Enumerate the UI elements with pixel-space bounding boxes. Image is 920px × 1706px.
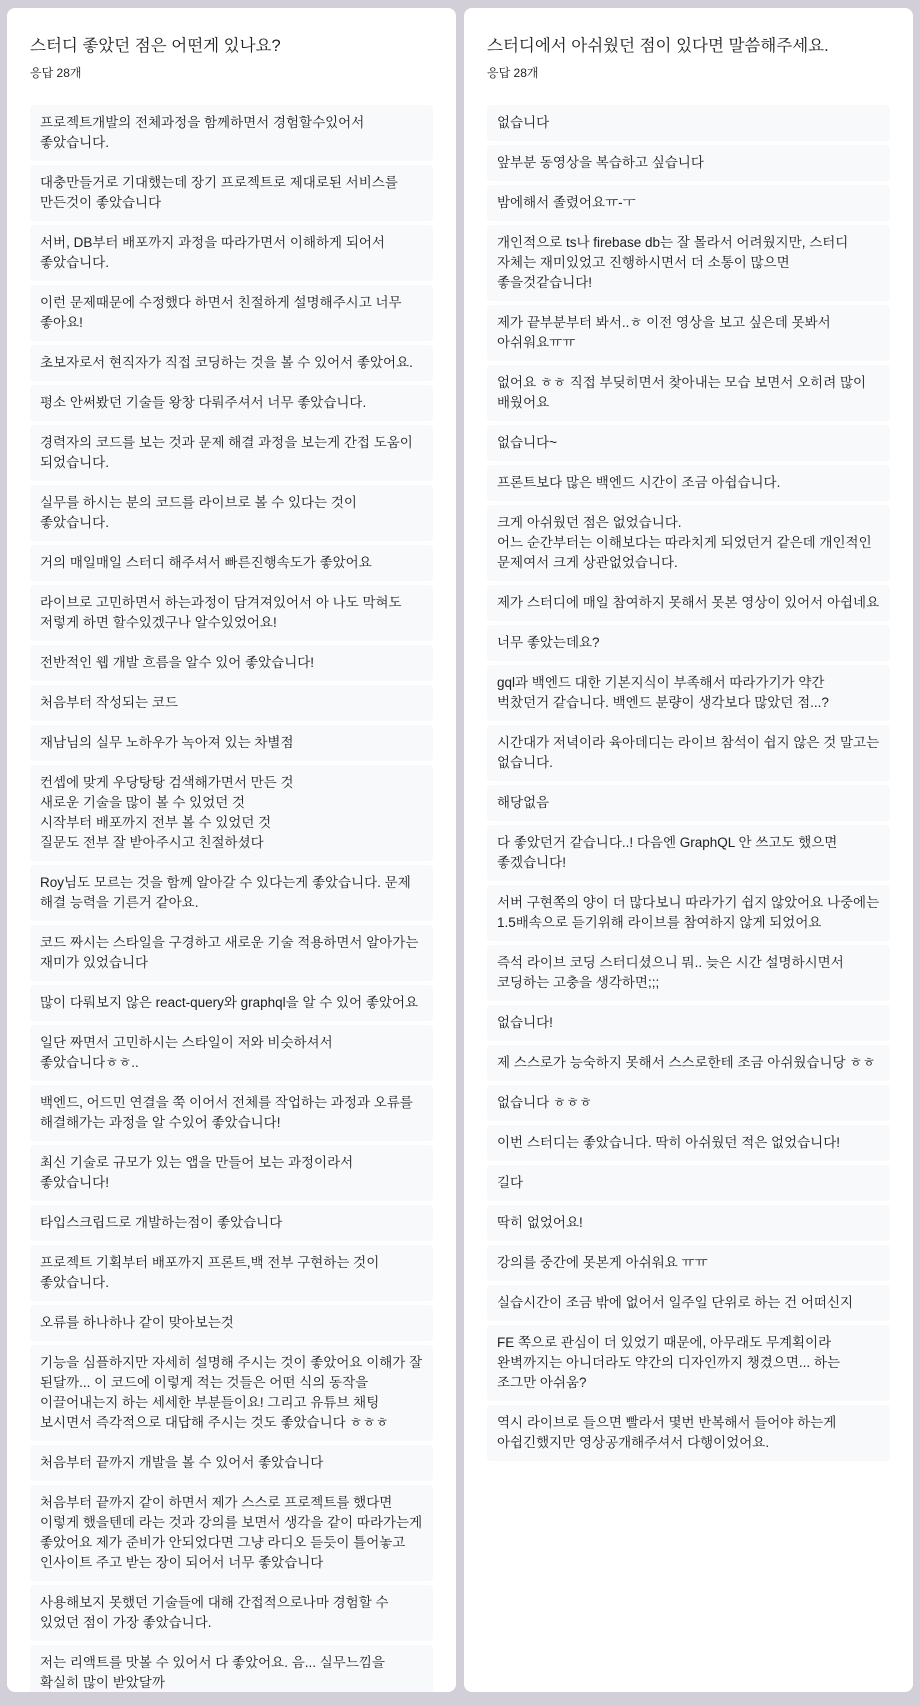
response-item: 앞부분 동영상을 복습하고 싶습니다: [487, 145, 890, 181]
response-item: 시간대가 저녁이라 육아데디는 라이브 참석이 쉽지 않은 것 말고는 없습니다.: [487, 725, 890, 781]
form-summary-columns: [7, 8, 913, 1692]
response-item: 이번 스터디는 좋았습니다. 딱히 아쉬웠던 적은 없었습니다!: [487, 1125, 890, 1161]
response-item: 역시 라이브로 들으면 빨라서 몇번 반복해서 들어야 하는게 아쉽긴했지만 영상공개해주셔서 다행이었어요.: [487, 1405, 890, 1461]
response-item: 코드 짜시는 스타일을 구경하고 새로운 기술 적용하면서 알아가는 재미가 있었습니다: [30, 925, 433, 981]
question-title: 스터디에서 아쉬웠던 점이 있다면 말씀해주세요.: [487, 37, 829, 55]
response-item: 딱히 없었어요!: [487, 1205, 890, 1241]
response-item: 크게 아쉬웠던 점은 없었습니다. 어느 순간부터는 이해보다는 따라치게 되었던거 같은데 개인적인 문제여서 크게 상관없었습니다.: [487, 505, 890, 581]
response-item: 거의 매일매일 스터디 해주셔서 빠른진행속도가 좋았어요: [30, 545, 433, 581]
response-item: 없습니다: [487, 105, 890, 141]
response-item: 길다: [487, 1165, 890, 1201]
response-list: [487, 105, 890, 1461]
response-item: 해당없음: [487, 785, 890, 821]
response-item: 처음부터 끝까지 개발을 볼 수 있어서 좋았습니다: [30, 1445, 433, 1481]
response-item: 실무를 하시는 분의 코드를 라이브로 볼 수 있다는 것이 좋았습니다.: [30, 485, 433, 541]
response-item: 대충만들거로 기대했는데 장기 프로젝트로 제대로된 서비스를 만든것이 좋았습니다: [30, 165, 433, 221]
response-item: 즉석 라이브 코딩 스터디셨으니 뭐.. 늦은 시간 설명하시면서 코딩하는 고충을 생각하면;;;: [487, 945, 890, 1001]
response-item: FE 쪽으로 관심이 더 있었기 때문에, 아무래도 무계획이라 완벽까지는 아니더라도 약간의 디자인까지 챙겼으면... 하는 조그만 아쉬움?: [487, 1325, 890, 1401]
response-item: 경력자의 코드를 보는 것과 문제 해결 과정을 보는게 간접 도움이 되었습니다.: [30, 425, 433, 481]
response-item: 제가 끝부분부터 봐서..ㅎ 이전 영상을 보고 싶은데 못봐서 아쉬워요ㅠㅠ: [487, 305, 890, 361]
response-item: 오류를 하나하나 같이 맞아보는것: [30, 1305, 433, 1341]
response-item: 타입스크립드로 개발하는점이 좋았습니다: [30, 1205, 433, 1241]
response-item: 저는 리액트를 맛볼 수 있어서 다 좋았어요. 음... 실무느낌을 확실히 많이 받았달까: [30, 1645, 433, 1692]
response-item: 일단 짜면서 고민하시는 스타일이 저와 비슷하셔서 좋았습니다ㅎㅎ..: [30, 1025, 433, 1081]
response-item: 프론트보다 많은 백엔드 시간이 조금 아쉽습니다.: [487, 465, 890, 501]
response-item: 초보자로서 현직자가 직접 코딩하는 것을 볼 수 있어서 좋았어요.: [30, 345, 433, 381]
response-item: 기능을 심플하지만 자세히 설명해 주시는 것이 좋았어요 이해가 잘 된달까... 이 코드에 이렇게 적는 것들은 어떤 식의 동작을 이끌어내는지 하는 세세한 부분들이요! 그리고 유튜브 채팅 보시면서 즉각적으로 대답해 주시는 것도 좋았습니다 ㅎㅎㅎ: [30, 1345, 433, 1441]
response-item: 이런 문제때문에 수정했다 하면서 친절하게 설명해주시고 너무 좋아요!: [30, 285, 433, 341]
response-item: 서버, DB부터 배포까지 과정을 따라가면서 이해하게 되어서 좋았습니다.: [30, 225, 433, 281]
response-item: Roy님도 모르는 것을 함께 알아갈 수 있다는게 좋았습니다. 문제 해결 능력을 기른거 같아요.: [30, 865, 433, 921]
response-item: 라이브로 고민하면서 하는과정이 담겨져있어서 아 나도 막혀도 저렇게 하면 할수있겠구나 알수있었어요!: [30, 585, 433, 641]
response-item: 너무 좋았는데요?: [487, 625, 890, 661]
response-list: [30, 105, 433, 1692]
response-item: 전반적인 웹 개발 흐름을 알수 있어 좋았습니다!: [30, 645, 433, 681]
response-item: 평소 안써봤던 기술들 왕창 다뤄주셔서 너무 좋았습니다.: [30, 385, 433, 421]
question-title: 스터디 좋았던 점은 어떤게 있나요?: [30, 37, 281, 55]
response-item: 서버 구현쪽의 양이 더 많다보니 따라가기 쉽지 않았어요 나중에는 1.5배속으로 듣기위해 라이브를 참여하지 않게 되었어요: [487, 885, 890, 941]
response-item: 컨셉에 맞게 우당탕탕 검색해가면서 만든 것 새로운 기술을 많이 볼 수 있었던 것 시작부터 배포까지 전부 볼 수 있었던 것 질문도 전부 잘 받아주시고 친절하셨다: [30, 765, 433, 861]
response-item: 강의를 중간에 못본게 아쉬워요 ㅠㅠ: [487, 1245, 890, 1281]
response-item: 다 좋았던거 같습니다..! 다음엔 GraphQL 안 쓰고도 했으면 좋겠습니다!: [487, 825, 890, 881]
response-item: 밤에해서 졸렸어요ㅠ-ㅜ: [487, 185, 890, 221]
response-item: 개인적으로 ts나 firebase db는 잘 몰라서 어려웠지만, 스터디 자체는 재미있었고 진행하시면서 더 소통이 많으면 좋을것같습니다!: [487, 225, 890, 301]
response-item: 없습니다!: [487, 1005, 890, 1041]
response-item: 없습니다 ㅎㅎㅎ: [487, 1085, 890, 1121]
response-count: 응답 28개: [487, 66, 539, 80]
response-item: 없어요 ㅎㅎ 직접 부딪히면서 찾아내는 모습 보면서 오히려 많이 배웠어요: [487, 365, 890, 421]
question-card-good-points: [7, 8, 456, 1692]
response-item: 제 스스로가 능숙하지 못해서 스스로한테 조금 아쉬웠습니당 ㅎㅎ: [487, 1045, 890, 1081]
response-item: gql과 백엔드 대한 기본지식이 부족해서 따라가기가 약간 벅찼던거 같습니다. 백엔드 분량이 생각보다 많았던 점...?: [487, 665, 890, 721]
response-item: 실습시간이 조금 밖에 없어서 일주일 단위로 하는 건 어떠신지: [487, 1285, 890, 1321]
response-item: 제가 스터디에 매일 참여하지 못해서 못본 영상이 있어서 아쉽네요: [487, 585, 890, 621]
question-card-regrets: [464, 8, 913, 1692]
response-item: 사용해보지 못했던 기술들에 대해 간접적으로나마 경험할 수 있었던 점이 가장 좋았습니다.: [30, 1585, 433, 1641]
response-item: 처음부터 끝까지 같이 하면서 제가 스스로 프로젝트를 했다면 이렇게 했을텐데 라는 것과 강의를 보면서 생각을 같이 따라가는게 좋았어요 제가 준비가 안되었다면 그냥 라디오 듣듯이 틀어놓고 인사이트 주고 받는 장이 되어서 너무 좋았습니다: [30, 1485, 433, 1581]
response-item: 없습니다~: [487, 425, 890, 461]
response-item: 처음부터 작성되는 코드: [30, 685, 433, 721]
response-item: 프로젝트 기획부터 배포까지 프론트,백 전부 구현하는 것이 좋았습니다.: [30, 1245, 433, 1301]
response-item: 프로젝트개발의 전체과정을 함께하면서 경험할수있어서 좋았습니다.: [30, 105, 433, 161]
response-item: 백엔드, 어드민 연결을 쭉 이어서 전체를 작업하는 과정과 오류를 해결해가는 과정을 알 수있어 좋았습니다!: [30, 1085, 433, 1141]
response-count: 응답 28개: [30, 66, 82, 80]
response-item: 재남님의 실무 노하우가 녹아져 있는 차별점: [30, 725, 433, 761]
response-item: 최신 기술로 규모가 있는 앱을 만들어 보는 과정이라서 좋았습니다!: [30, 1145, 433, 1201]
response-item: 많이 다뤄보지 않은 react-query와 graphql을 알 수 있어 좋았어요: [30, 985, 433, 1021]
